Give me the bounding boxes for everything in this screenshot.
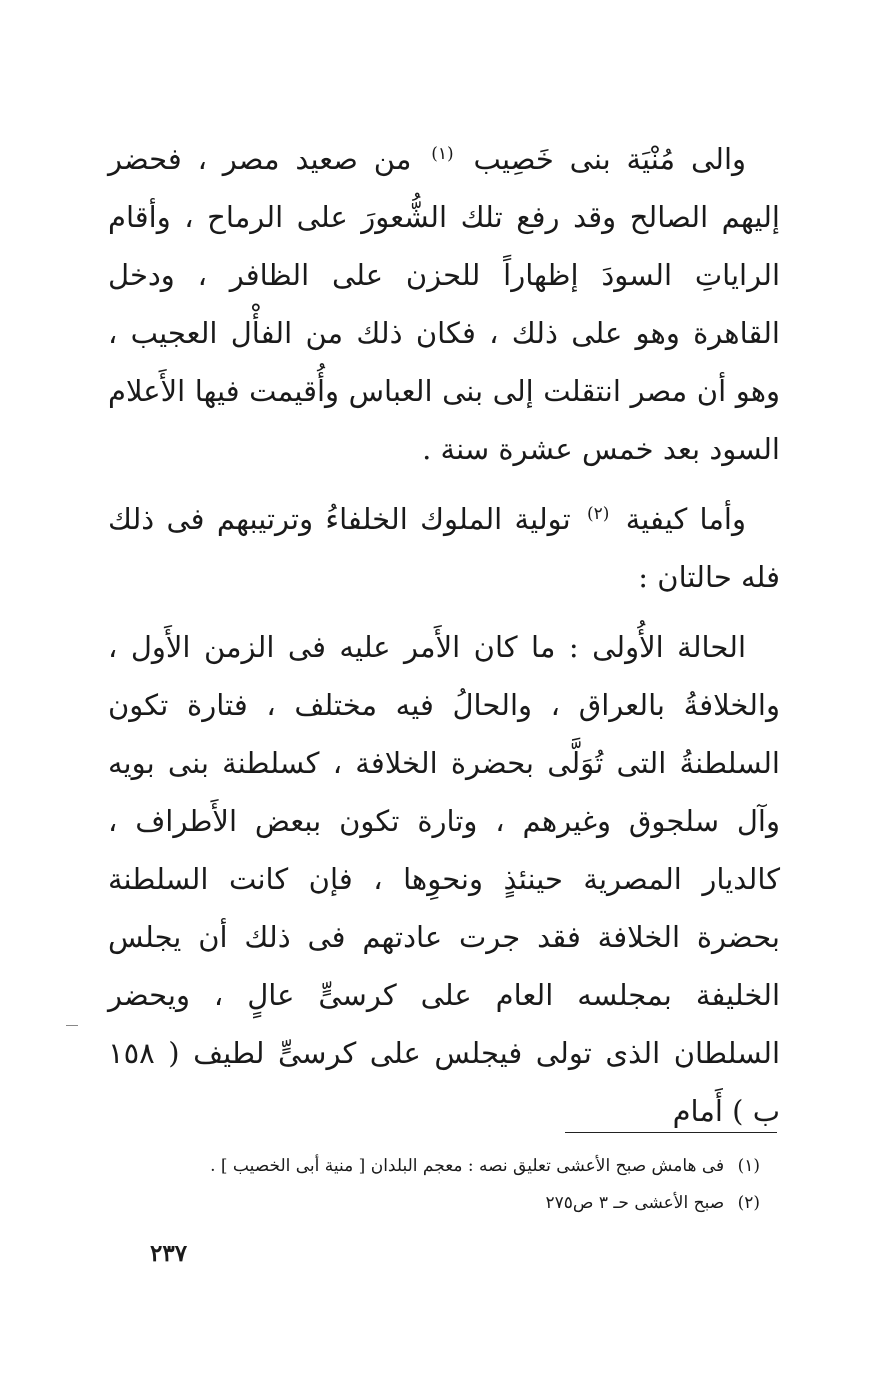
paragraph-2-text-start: وأما كيفية: [625, 502, 746, 536]
paragraph-3: الحالة الأُولى : ما كان الأَمر عليه فى الزمن الأَول ، والخلافةُ بالعراق ، والحالُ فيه مختلف ، فتارة تكون السلطنةُ التى تُوَلَّى بحضرة الخلافة ، كسلطنة بنى بويه وآل سلجوق وغيرهم ، وتارة تكون ببعض الأَطراف ، كالديار المصرية حينئذٍ ونحوِها ، فإن كانت السلطنة بحضرة الخلافة فقد جرت عادتهم فى ذلك أن يجلس الخليفة بمجلسه العام على كرسىٍّ عالٍ ، ويحضر السلطان الذى تولى فيجلس على كرسىٍّ لطيف ( ١٥٨ ب ) أَمام: [108, 630, 780, 1128]
footnote-divider: [565, 1132, 777, 1133]
paragraph-2: [108, 490, 780, 606]
footnote-1-text: فى هامش صبح الأعشى تعليق نصه : معجم البلدان [ منية أبى الخصيب ] .: [210, 1156, 725, 1176]
footnote-1: [108, 1148, 760, 1185]
footnotes: [108, 1148, 760, 1222]
margin-mark: [66, 1025, 78, 1026]
page-body: [108, 130, 780, 1140]
footnote-ref-2: (٢): [587, 504, 610, 524]
footnote-1-number: (١): [737, 1156, 760, 1176]
page-number: ٢٣٧: [150, 1240, 188, 1267]
footnote-2: [108, 1185, 760, 1222]
paragraph-1: [108, 130, 780, 478]
footnote-2-number: (٢): [737, 1193, 760, 1213]
footnote-ref-1: (١): [431, 144, 454, 164]
paragraph-1-text-rest: من صعيد مصر ، فحضر إليهم الصالح وقد رفع تلك الشُّعورَ على الرماح ، وأقام الراياتِ السودَ إظهاراً للحزن على الظافر ، ودخل القاهرة وهو على ذلك ، فكان ذلك من الفأْل العجيب ، وهو أن مصر انتقلت إلى بنى العباس وأُقيمت فيها الأَعلام السود بعد خمس عشرة سنة .: [108, 142, 780, 466]
footnote-2-text: صبح الأعشى حـ ٣ ص٢٧٥: [545, 1193, 725, 1213]
paragraph-2-text-rest: تولية الملوك الخلفاءُ وترتيبهم فى ذلك فله حالتان :: [108, 502, 780, 594]
paragraph-1-text-start: والى مُنْيَة بنى خَصِيب: [473, 142, 747, 176]
